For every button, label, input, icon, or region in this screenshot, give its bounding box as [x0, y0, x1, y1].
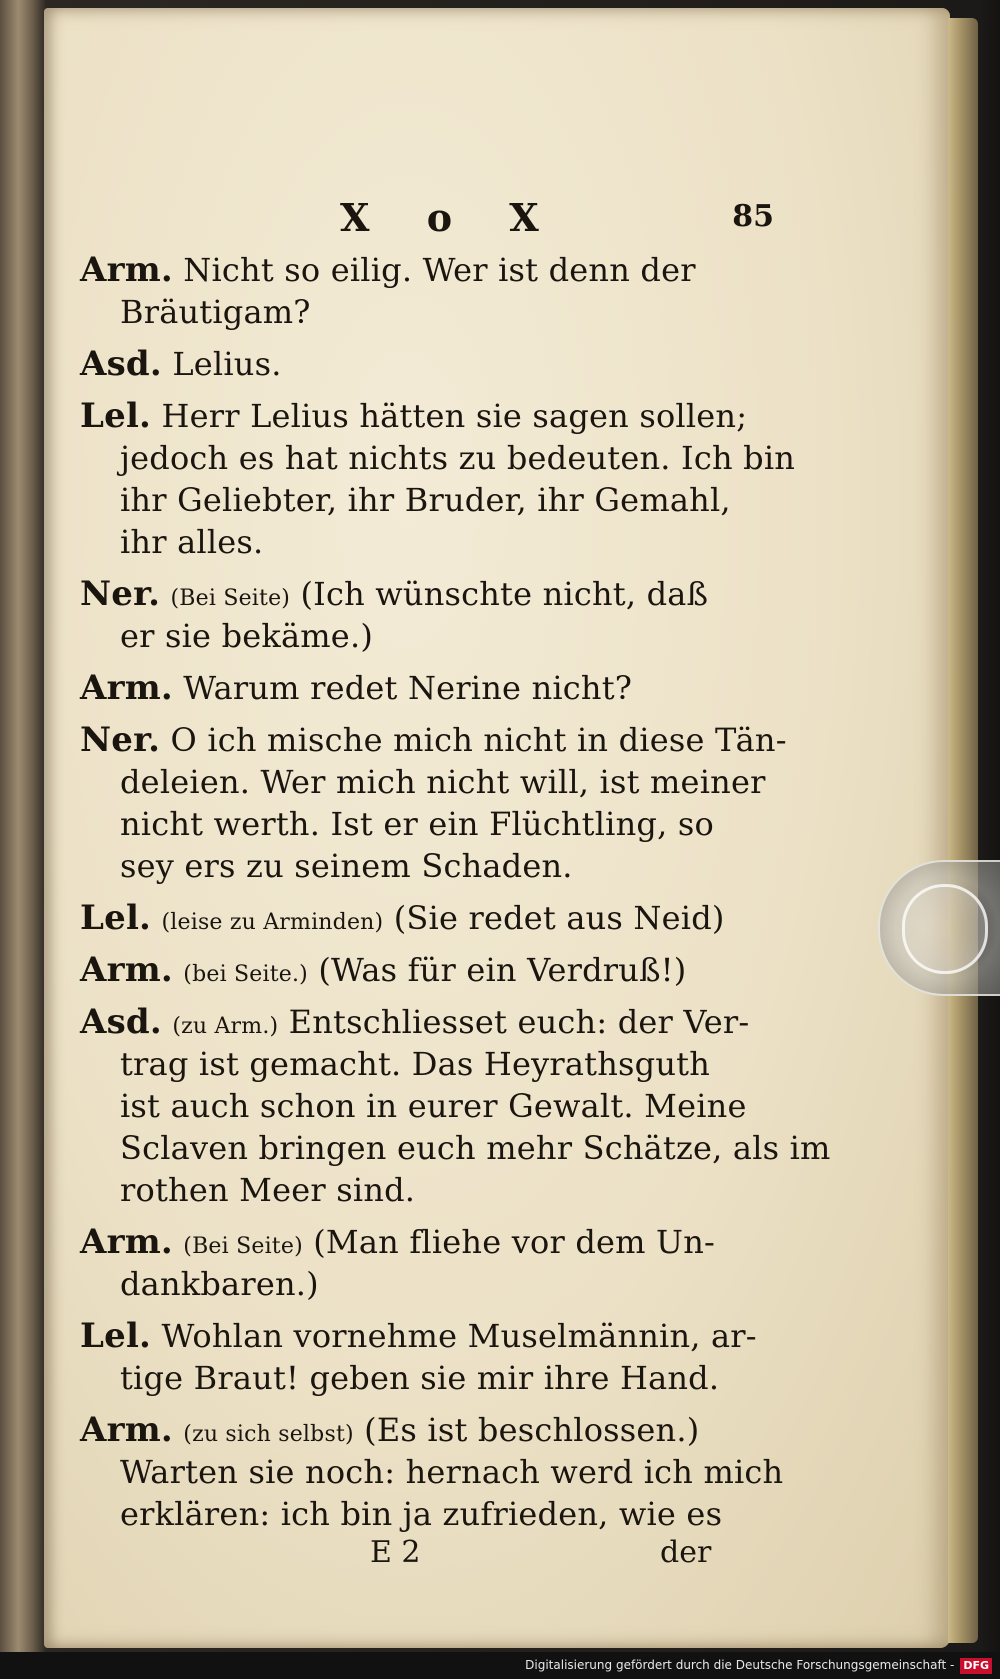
text-line — [80, 1451, 784, 1493]
text-line — [80, 897, 770, 939]
line-text: Entschliesset euch: der Ver- — [288, 1003, 750, 1041]
line-text: ihr Geliebter, ihr Bruder, ihr Gemahl, — [120, 481, 731, 519]
page-text — [80, 195, 831, 1577]
text-line — [80, 761, 770, 803]
header-ornament: X o X — [340, 195, 561, 240]
text-line — [80, 615, 770, 657]
stage-direction: (Bei Seite) — [170, 586, 291, 611]
line-text: tige Braut! geben sie mir ihre Hand. — [120, 1359, 720, 1397]
line-text: ist auch schon in eurer Gewalt. Meine — [120, 1087, 747, 1125]
line-text: erklären: ich bin ja zufrieden, wie es — [120, 1495, 723, 1533]
line-text: Warten sie noch: hernach werd ich mich — [120, 1453, 784, 1491]
catchword: der — [660, 1535, 712, 1570]
line-text: Sclaven bringen euch mehr Schätze, als im — [120, 1129, 831, 1167]
line-text: nicht werth. Ist er ein Flüchtling, so — [120, 805, 714, 843]
credit-text: Digitalisierung gefördert durch die Deutsche Forschungsgemeinschaft - — [525, 1658, 955, 1672]
text-line — [80, 1409, 770, 1451]
text-line — [80, 949, 770, 991]
text-line — [80, 1221, 770, 1263]
line-text: (Man fliehe vor dem Un- — [313, 1223, 716, 1261]
text-line — [80, 1493, 770, 1535]
text-line — [80, 1263, 770, 1305]
text-line — [80, 1043, 770, 1085]
text-line — [80, 1169, 770, 1211]
stage-direction: (bei Seite.) — [183, 962, 308, 987]
line-text: dankbaren.) — [120, 1265, 319, 1303]
line-text: Wohlan vornehme Muselmännin, ar- — [161, 1317, 757, 1355]
facing-page-edge — [0, 0, 46, 1679]
speaker-name: Arm. — [80, 1222, 173, 1262]
text-line — [80, 521, 770, 563]
glass-page-holder — [878, 860, 1000, 996]
text-line — [80, 573, 770, 615]
text-lines — [80, 249, 831, 1535]
text-line — [80, 1001, 770, 1043]
page-footer — [80, 1535, 770, 1577]
speaker-name: Lel. — [80, 898, 152, 938]
digitization-credit — [0, 1652, 1000, 1679]
running-head — [80, 195, 774, 249]
speaker-name: Ner. — [80, 574, 161, 614]
line-text: (Ich wünschte nicht, daß — [300, 575, 709, 613]
line-text: O ich mische mich nicht in diese Tän- — [170, 721, 787, 759]
text-line — [80, 845, 770, 887]
speaker-name: Lel. — [80, 1316, 152, 1356]
text-line — [80, 1127, 831, 1169]
page-stack-edge — [948, 18, 978, 1643]
line-text: Nicht so eilig. Wer ist denn der — [183, 251, 696, 289]
line-text: (Es ist beschlossen.) — [364, 1411, 700, 1449]
text-line — [80, 1357, 770, 1399]
text-line — [80, 1085, 770, 1127]
line-text: (Was für ein Verdruß!) — [318, 951, 687, 989]
speaker-name: Lel. — [80, 396, 152, 436]
line-text: Lelius. — [172, 345, 282, 383]
line-text: jedoch es hat nichts zu bedeuten. Ich bin — [120, 439, 796, 477]
text-line — [80, 719, 787, 761]
line-text: deleien. Wer mich nicht will, ist meiner — [120, 763, 766, 801]
speaker-name: Ner. — [80, 720, 161, 760]
text-line — [80, 395, 770, 437]
line-text: Herr Lelius hätten sie sagen sollen; — [161, 397, 748, 435]
text-line — [80, 437, 796, 479]
stage-direction: (zu sich selbst) — [183, 1422, 354, 1447]
text-line — [80, 291, 770, 333]
line-text: rothen Meer sind. — [120, 1171, 416, 1209]
line-text: Bräutigam? — [120, 293, 311, 331]
line-text: sey ers zu seinem Schaden. — [120, 847, 573, 885]
text-line — [80, 803, 770, 845]
speaker-name: Asd. — [80, 1002, 162, 1042]
dfg-logo: DFG — [960, 1658, 992, 1674]
stage-direction: (zu Arm.) — [172, 1014, 279, 1039]
text-line — [80, 343, 770, 385]
line-text: (Sie redet aus Neid) — [393, 899, 725, 937]
text-line — [80, 1315, 770, 1357]
page-number: 85 — [732, 199, 774, 234]
line-text: er sie bekäme.) — [120, 617, 373, 655]
text-line — [80, 479, 770, 521]
speaker-name: Arm. — [80, 250, 173, 290]
stage-direction: (leise zu Arminden) — [161, 910, 384, 935]
speaker-name: Arm. — [80, 1410, 173, 1450]
line-text: Warum redet Nerine nicht? — [183, 669, 633, 707]
speaker-name: Arm. — [80, 950, 173, 990]
line-text: ihr alles. — [120, 523, 264, 561]
speaker-name: Arm. — [80, 668, 173, 708]
text-line — [80, 249, 770, 291]
signature-mark: E 2 — [370, 1535, 421, 1570]
speaker-name: Asd. — [80, 344, 162, 384]
text-line — [80, 667, 770, 709]
stage-direction: (Bei Seite) — [183, 1234, 303, 1259]
line-text: trag ist gemacht. Das Heyrathsguth — [120, 1045, 711, 1083]
glass-page-holder-ring — [902, 884, 988, 974]
